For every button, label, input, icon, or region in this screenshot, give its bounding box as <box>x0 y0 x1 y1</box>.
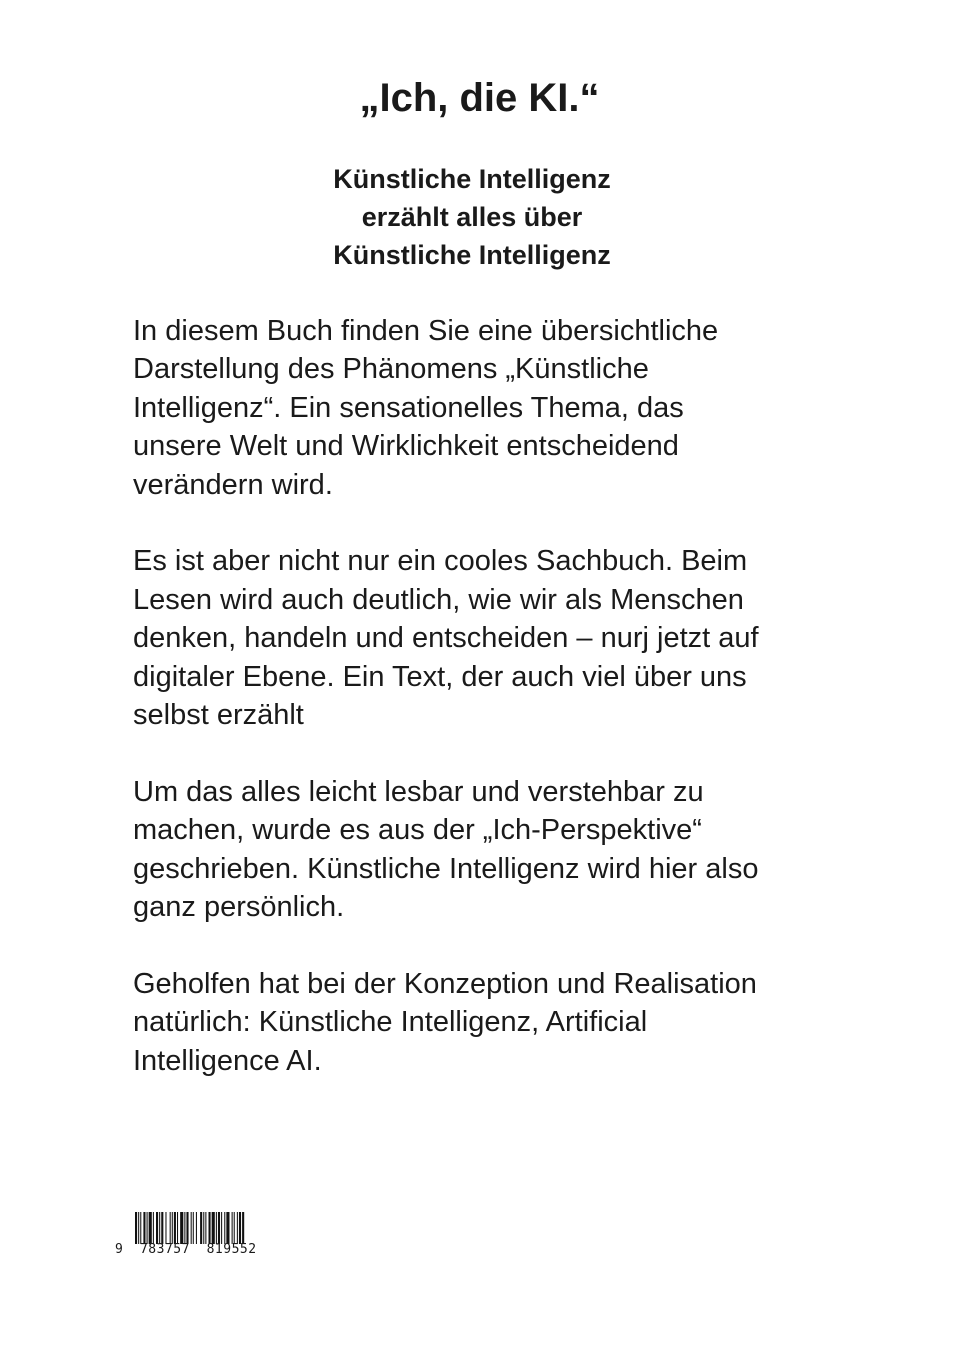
text-line: In diesem Buch finden Sie eine übersichtliche <box>133 315 719 347</box>
isbn-barcode <box>115 1212 295 1262</box>
text-line: Es ist aber nicht nur ein cooles Sachbuch. Beim <box>133 545 748 578</box>
text-line: verändern wird. <box>133 468 333 501</box>
text-line: Geholfen hat bei der Konzeption und Realisation <box>133 967 757 1000</box>
subtitle-line: Künstliche Intelligenz <box>333 164 611 194</box>
text-line: Lesen wird auch deutlich, wie wir als Menschen <box>133 583 744 616</box>
text-line: geschrieben. Künstliche Intelligenz wird hier also <box>133 852 759 885</box>
book-title: „Ich, die KI.“ <box>359 76 600 120</box>
barcode-number: 9 783757 819552 <box>115 1242 257 1257</box>
text-line: denken, handeln und entscheiden – nurj jetzt auf <box>133 622 759 655</box>
blurb-paragraph-1 <box>133 312 833 504</box>
text-line: natürlich: Künstliche Intelligenz, Artificial <box>133 1006 648 1039</box>
blurb-paragraph-3 <box>133 773 833 927</box>
barcode-bars-icon <box>135 1212 290 1244</box>
blurb-paragraph-2 <box>133 542 833 734</box>
text-line: unsere Welt und Wirklichkeit entscheidend <box>133 430 679 463</box>
subtitle-line: erzählt alles über <box>361 202 583 232</box>
text-line: ganz persönlich. <box>133 891 345 924</box>
book-subtitle <box>0 160 944 274</box>
text-line: Intelligenz“. Ein sensationelles Thema, das <box>133 391 684 424</box>
text-line: machen, wurde es aus der „Ich-Perspektive“ <box>133 814 702 847</box>
text-line: digitaler Ebene. Ein Text, der auch viel über uns <box>133 660 747 693</box>
blurb-text <box>133 312 833 1118</box>
blurb-paragraph-4 <box>133 965 833 1080</box>
text-line: Intelligence AI. <box>133 1044 322 1077</box>
text-line: Um das alles leicht lesbar und verstehbar zu <box>133 775 704 808</box>
subtitle-line: Künstliche Intelligenz <box>333 240 611 270</box>
text-line: selbst erzählt <box>133 699 304 732</box>
text-line: Darstellung des Phänomens „Künstliche <box>133 353 649 386</box>
